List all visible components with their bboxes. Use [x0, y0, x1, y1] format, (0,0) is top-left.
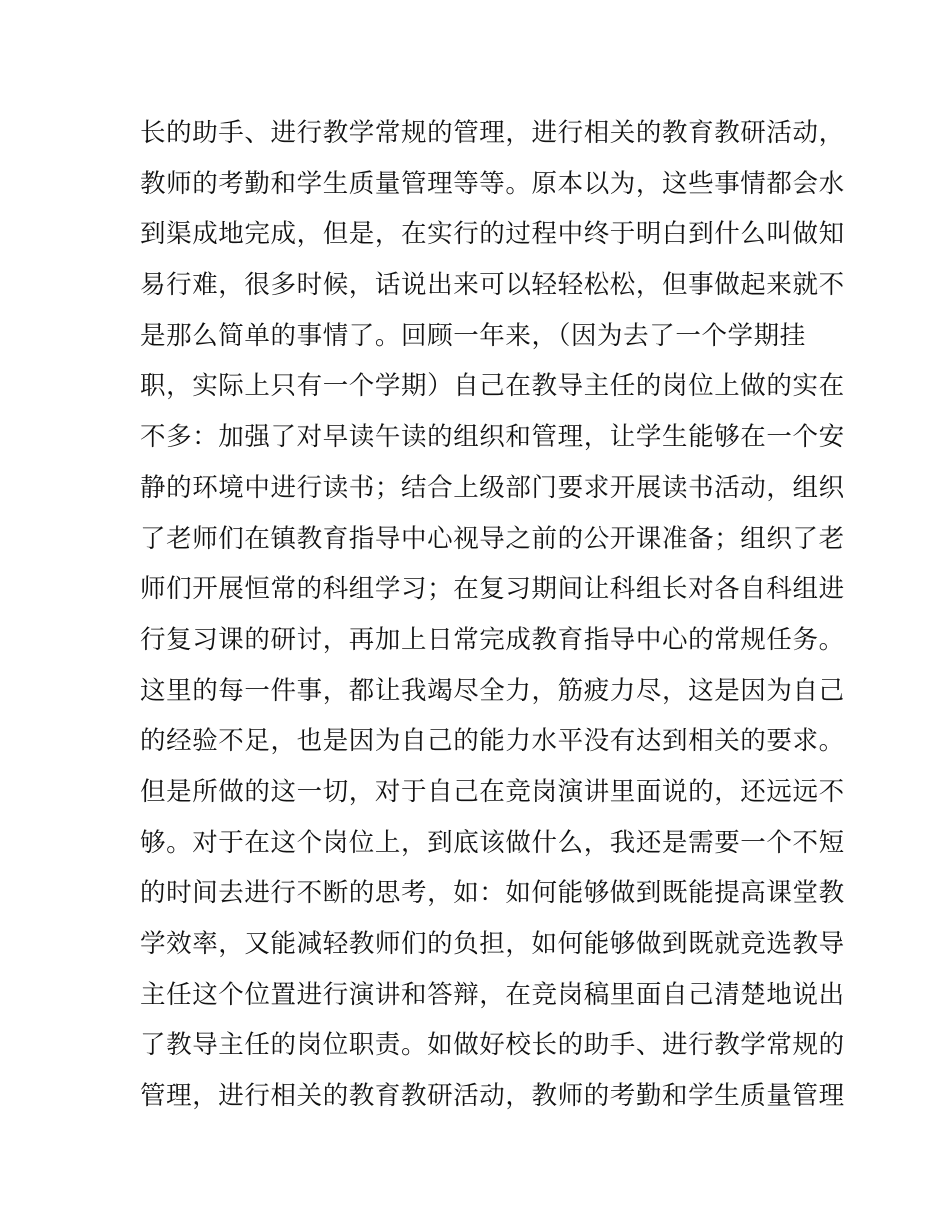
text-line: 行复习课的研讨，再加上日常完成教育指导中心的常规任务。 — [140, 624, 845, 655]
text-line: 静的环境中进行读书；结合上级部门要求开展读书活动，组织 — [140, 472, 845, 503]
text-line: 但是所做的这一切，对于自己在竞岗演讲里面说的，还远远不 — [140, 776, 845, 807]
text-line: 管理，进行相关的教育教研活动，教师的考勤和学生质量管理 — [140, 1081, 845, 1112]
text-line: 了教导主任的岗位职责。如做好校长的助手、进行教学常规的 — [140, 1030, 845, 1061]
text-line: 的经验不足，也是因为自己的能力水平没有达到相关的要求。 — [140, 726, 845, 757]
text-line: 这里的每一件事，都让我竭尽全力，筋疲力尽，这是因为自己 — [140, 675, 845, 706]
text-line: 师们开展恒常的科组学习；在复习期间让科组长对各自科组进 — [140, 574, 845, 605]
text-line: 职，实际上只有一个学期）自己在教导主任的岗位上做的实在 — [140, 371, 845, 402]
text-line: 教师的考勤和学生质量管理等等。原本以为，这些事情都会水 — [140, 168, 845, 199]
text-line: 长的助手、进行教学常规的管理，进行相关的教育教研活动， — [140, 118, 845, 148]
text-line: 到渠成地完成，但是，在实行的过程中终于明白到什么叫做知 — [140, 219, 845, 250]
text-line: 不多：加强了对早读午读的组织和管理，让学生能够在一个安 — [140, 422, 845, 453]
text-line: 的时间去进行不断的思考，如：如何能够做到既能提高课堂教 — [140, 878, 845, 909]
text-line: 够。对于在这个岗位上，到底该做什么，我还是需要一个不短 — [140, 827, 845, 858]
text-line: 主任这个位置进行演讲和答辩，在竞岗稿里面自己清楚地说出 — [140, 979, 845, 1010]
text-line: 学效率，又能减轻教师们的负担，如何能够做到既就竞选教导 — [140, 929, 845, 959]
text-line: 易行难，很多时候，话说出来可以轻轻松松，但事做起来就不 — [140, 270, 845, 301]
text-line: 是那么简单的事情了。回顾一年来，（因为去了一个学期挂 — [140, 320, 806, 351]
body-text — [140, 108, 845, 1122]
text-line: 了老师们在镇教育指导中心视导之前的公开课准备；组织了老 — [140, 523, 845, 554]
